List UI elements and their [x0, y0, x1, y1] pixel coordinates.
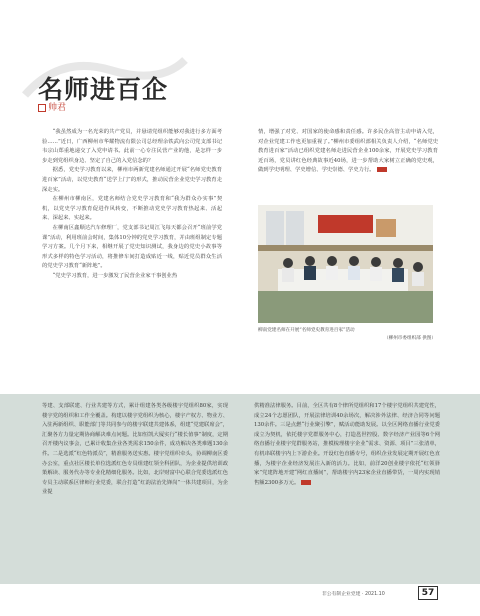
article-author	[38, 100, 66, 113]
bottom-right-column	[254, 402, 440, 580]
paragraph: 在柳南区鑫顺达汽车修理厂，党支部书记周江飞每天都会召开“班前学党课”活动，利用班前会时间，集体10分钟的党史学习教育，并由班组制定专题学习方案。几个月下来，相继开展了党史知识测试，我身边的党史小故事等形式多样的特色学习活动，将推修车间打造成贴近一线，贴近党员群众生活的党史学习教育“新阵地”。	[42, 224, 222, 270]
photo-caption	[258, 327, 436, 342]
author-name: 帅君	[48, 103, 67, 113]
caption-text: 柳南党建名师在开展“名师党史教育进百家”活动	[258, 328, 355, 333]
paragraph: 在柳州市柳南区，党建名师结合党史学习教育和“我为群众办实事”契机，以党史学习教育促进作风转变，不断推动党史学习教育热起来、活起来、深起来、实起来。	[42, 196, 222, 222]
end-mark-icon	[377, 167, 387, 172]
magazine-footer: 非公有制企业党建 · 2021.10	[322, 592, 385, 597]
paragraph: “党史学习教育，进一步激发了民营企业家干事创业热	[52, 272, 178, 279]
bottom-left-column	[42, 402, 228, 580]
article-title: 名师进百企	[38, 75, 169, 104]
end-mark-icon	[301, 480, 311, 485]
paragraph: 等建、支部联建、行业共建等方式，累计组建各类各级楼宇党组织80家，实现楼宇党的组织和工作全覆盖。构建以楼宇党组织为核心，楼宇产权方、物业方、入驻两新组织、职能部门等共同参与的楼宇联建共建体系，组建“党建联席会”，汇聚各方力量定期协商解决难点问题。比如恒凯大厦实行“楼长值事”制度，定期召开楼内议事会，已累计收集企业各类需求150余件，成功解决各类难题130余件。二是选派“红色特派员”，精准服务送实惠。楼宇党组织牵头，协调柳南区委办公室，重点社区楼长单位选派红色专员组建红领全科团队，为企业提供培训政策解读、服务代办等专业化精细化服务。比如，北岸财富中心联合党委选派红色专员主动联系区律师行业党委，联合打造“红韵法治先锋岗”一体共建项目，为企业提	[42, 403, 228, 496]
author-marker-icon	[38, 104, 46, 112]
paragraph: 据悉，党史学习教育以来，柳州市两新党建名师通过开展“名师党史教育进百家”活动，以党史教育“送学上门”的形式，推动民营企业党史学习教育走深走实。	[42, 167, 222, 193]
paragraph: “我虽然成为一名光荣的共产党员，并悬请党组织能够对我进行多方面考验……”近日，广西柳州市华耀物流有限公司总经理余铁武向公司党支部书记韦宗山郑重地递交了入党申请书。此前一心专注民营产业的他，是怎样一步步走到党组织身边、坚定了自己的入党信念的？	[42, 129, 222, 164]
caption-credit: （柳州市委组织部 供图）	[384, 335, 436, 341]
right-column	[258, 128, 438, 200]
meeting-photo	[258, 205, 433, 323]
left-column	[42, 128, 222, 354]
page-number: 57	[418, 586, 438, 600]
paragraph: 情，增强了对党、对国家的使命感和责任感。许多民企高管主动申请入党，对企业党建工作也更加重视了。”柳州市委组织部相关负责人介绍，“名师党史教育进百家”活动已组织党建名师走进民营企业100余家，开展党史学习教育近百场，党员讲红色经典故事近40场，进一步帮助大家树立正确的党史观，做到学史明理、学史增信、学史崇德、学史力行。	[258, 129, 438, 174]
paragraph: 供精准法律服务。目前，全区共有8个律所党组织和17个楼宇党组织共建党性，成立24个志愿团队，开展法律培训40余场次，解决涉外法律、经济合同等问题130余件。三是点燃“行业聚引擎”，赋活动能助发展。以全区网络直播行业党委成立为契机，依托楼宇党群服务中心，打造邕世控股、数字经济产业园等6个网络直播行业楼宇党群服务站，推模梳理楼宇企业“需求、资源、项目”三张清单，有机串联楼宇内上下游企业。开设红色直播专号，组织企业发展定期开展红色直播，为楼宇企业经济发展注入新的活力。比如，前洋20创业楼宇依托“红领驿家”党建阵地开建“网红直播间”，帮助楼宇内23家企业直播带货，一周内实现销售额2300多万元。	[254, 403, 440, 486]
meeting-photo-illustration	[258, 205, 433, 323]
